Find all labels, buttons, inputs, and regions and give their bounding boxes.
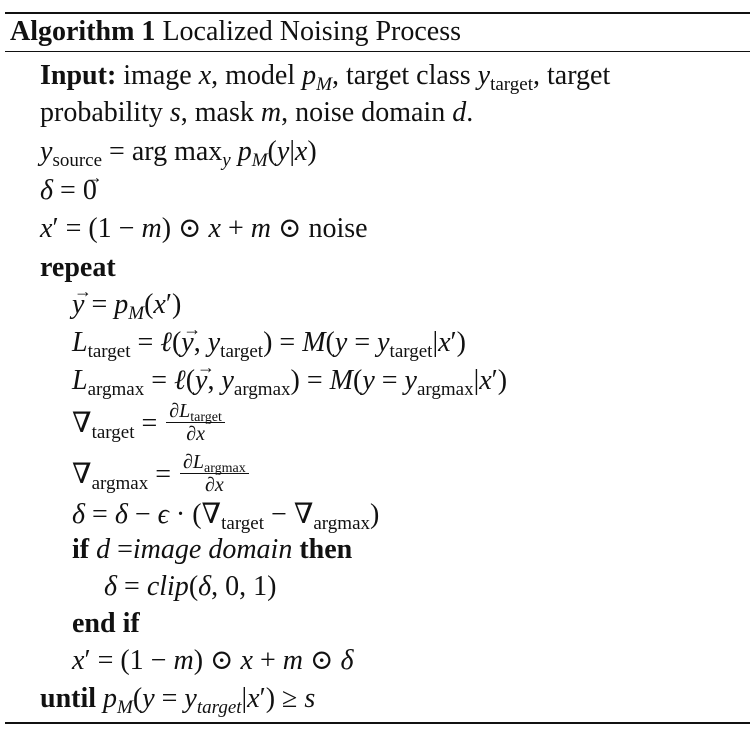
input-text-mask: , mask [180,97,254,128]
algo-line-input: Input: image x, model $p_M$, target class $y_{target}$, target [40,60,611,95]
algo-line-xprime-update: x′ = (1 − m) ⊙ x + m ⊙ δ [72,645,354,676]
algo-line-grad-argmax: $\nabla_{argmax}$ = $\frac{\partial L_{argmax}}{\partial x}$ [72,455,251,491]
clip-word: clip [146,571,189,602]
algo-line-ltarget: $L_{target}$ = ℓ(→ y, $y_{target}) = M(y = y_{target}|x')$ [72,326,466,362]
sub-argmax-5: argmax [204,461,246,476]
sub-target: target [490,74,533,95]
input-text-probability: probability [40,97,163,128]
noise-word: noise [308,213,368,244]
end-if-keyword: end if [72,608,140,639]
algo-line-until: until $p_M(y = y_{target}|x') \ge s$ [40,683,316,718]
algo-line-ysource: $y_{source}$ = arg $\max_y p_M(y|x)$ [40,136,317,171]
input-text-target: , target [532,60,611,91]
input-text-model: , model [211,60,296,91]
sub-argmax: argmax [87,379,145,400]
sub-target-5: target [91,421,135,443]
then-keyword: then [299,534,353,565]
sub-target-4: target [389,341,433,362]
algo-line-yvec: → $y = p_M(x')$ [72,288,181,324]
algo-line-delta-update: $\delta = \delta - \epsilon \cdot (\nabla_{target} - \nabla_{argmax})$ [72,499,380,534]
algorithm-title: Localized Noising Process [162,16,462,47]
frac-dlargmax-dx: $\frac{\partial L_{argmax}}{\partial x}$ [180,452,249,495]
until-keyword: until [40,683,97,714]
input-text-target-class: , target class [331,60,471,91]
algo-line-largmax: $L_{argmax}$ = ℓ(→ y, $y_{argmax}) = M(y = y_{argmax}|x')$ [72,364,507,400]
input-text-noise-domain: , noise domain [281,97,446,128]
algo-line-endif [72,607,140,643]
algo-line-xprime-init: x′ = (1 − m) ⊙ x + m ⊙ noise [40,213,368,244]
if-keyword: if [72,534,90,565]
algo-line-if: if d =image domain then [72,534,353,565]
sub-target-3: target [220,341,264,362]
sub-target-italic: target [196,697,242,718]
algorithm-label: Algorithm 1 [10,16,156,47]
algo-line-grad-target: $\nabla_{target}$ = $\frac{\partial L_{target}}{\partial x}$ [72,404,227,440]
algo-line-clip: δ = clip(δ, 0, 1) [104,571,277,602]
sub-argmax-2: argmax [233,379,291,400]
algo-line-input-cont: probability s, mask m, noise domain d. [40,97,474,128]
sub-target-2: target [87,341,131,362]
sub-argmax-4: argmax [91,472,149,494]
sub-source: source [52,150,103,171]
caption-rule [5,51,750,52]
algo-line-delta-init: δ = → 0 [40,174,97,210]
frac-dltarget-dx: $\frac{\partial L_{target}}{\partial x}$ [166,401,225,444]
image-domain-text: image domain [132,534,293,565]
sub-argmax-3: argmax [416,379,474,400]
input-text-image: image [123,60,192,91]
bottom-rule [5,722,750,724]
sub-target-7: target [221,513,265,534]
algorithm-caption [10,13,461,51]
sub-target-6: target [190,410,222,425]
input-keyword: Input: [40,60,117,91]
sub-argmax-6: argmax [313,513,371,534]
repeat-keyword: repeat [40,252,116,283]
